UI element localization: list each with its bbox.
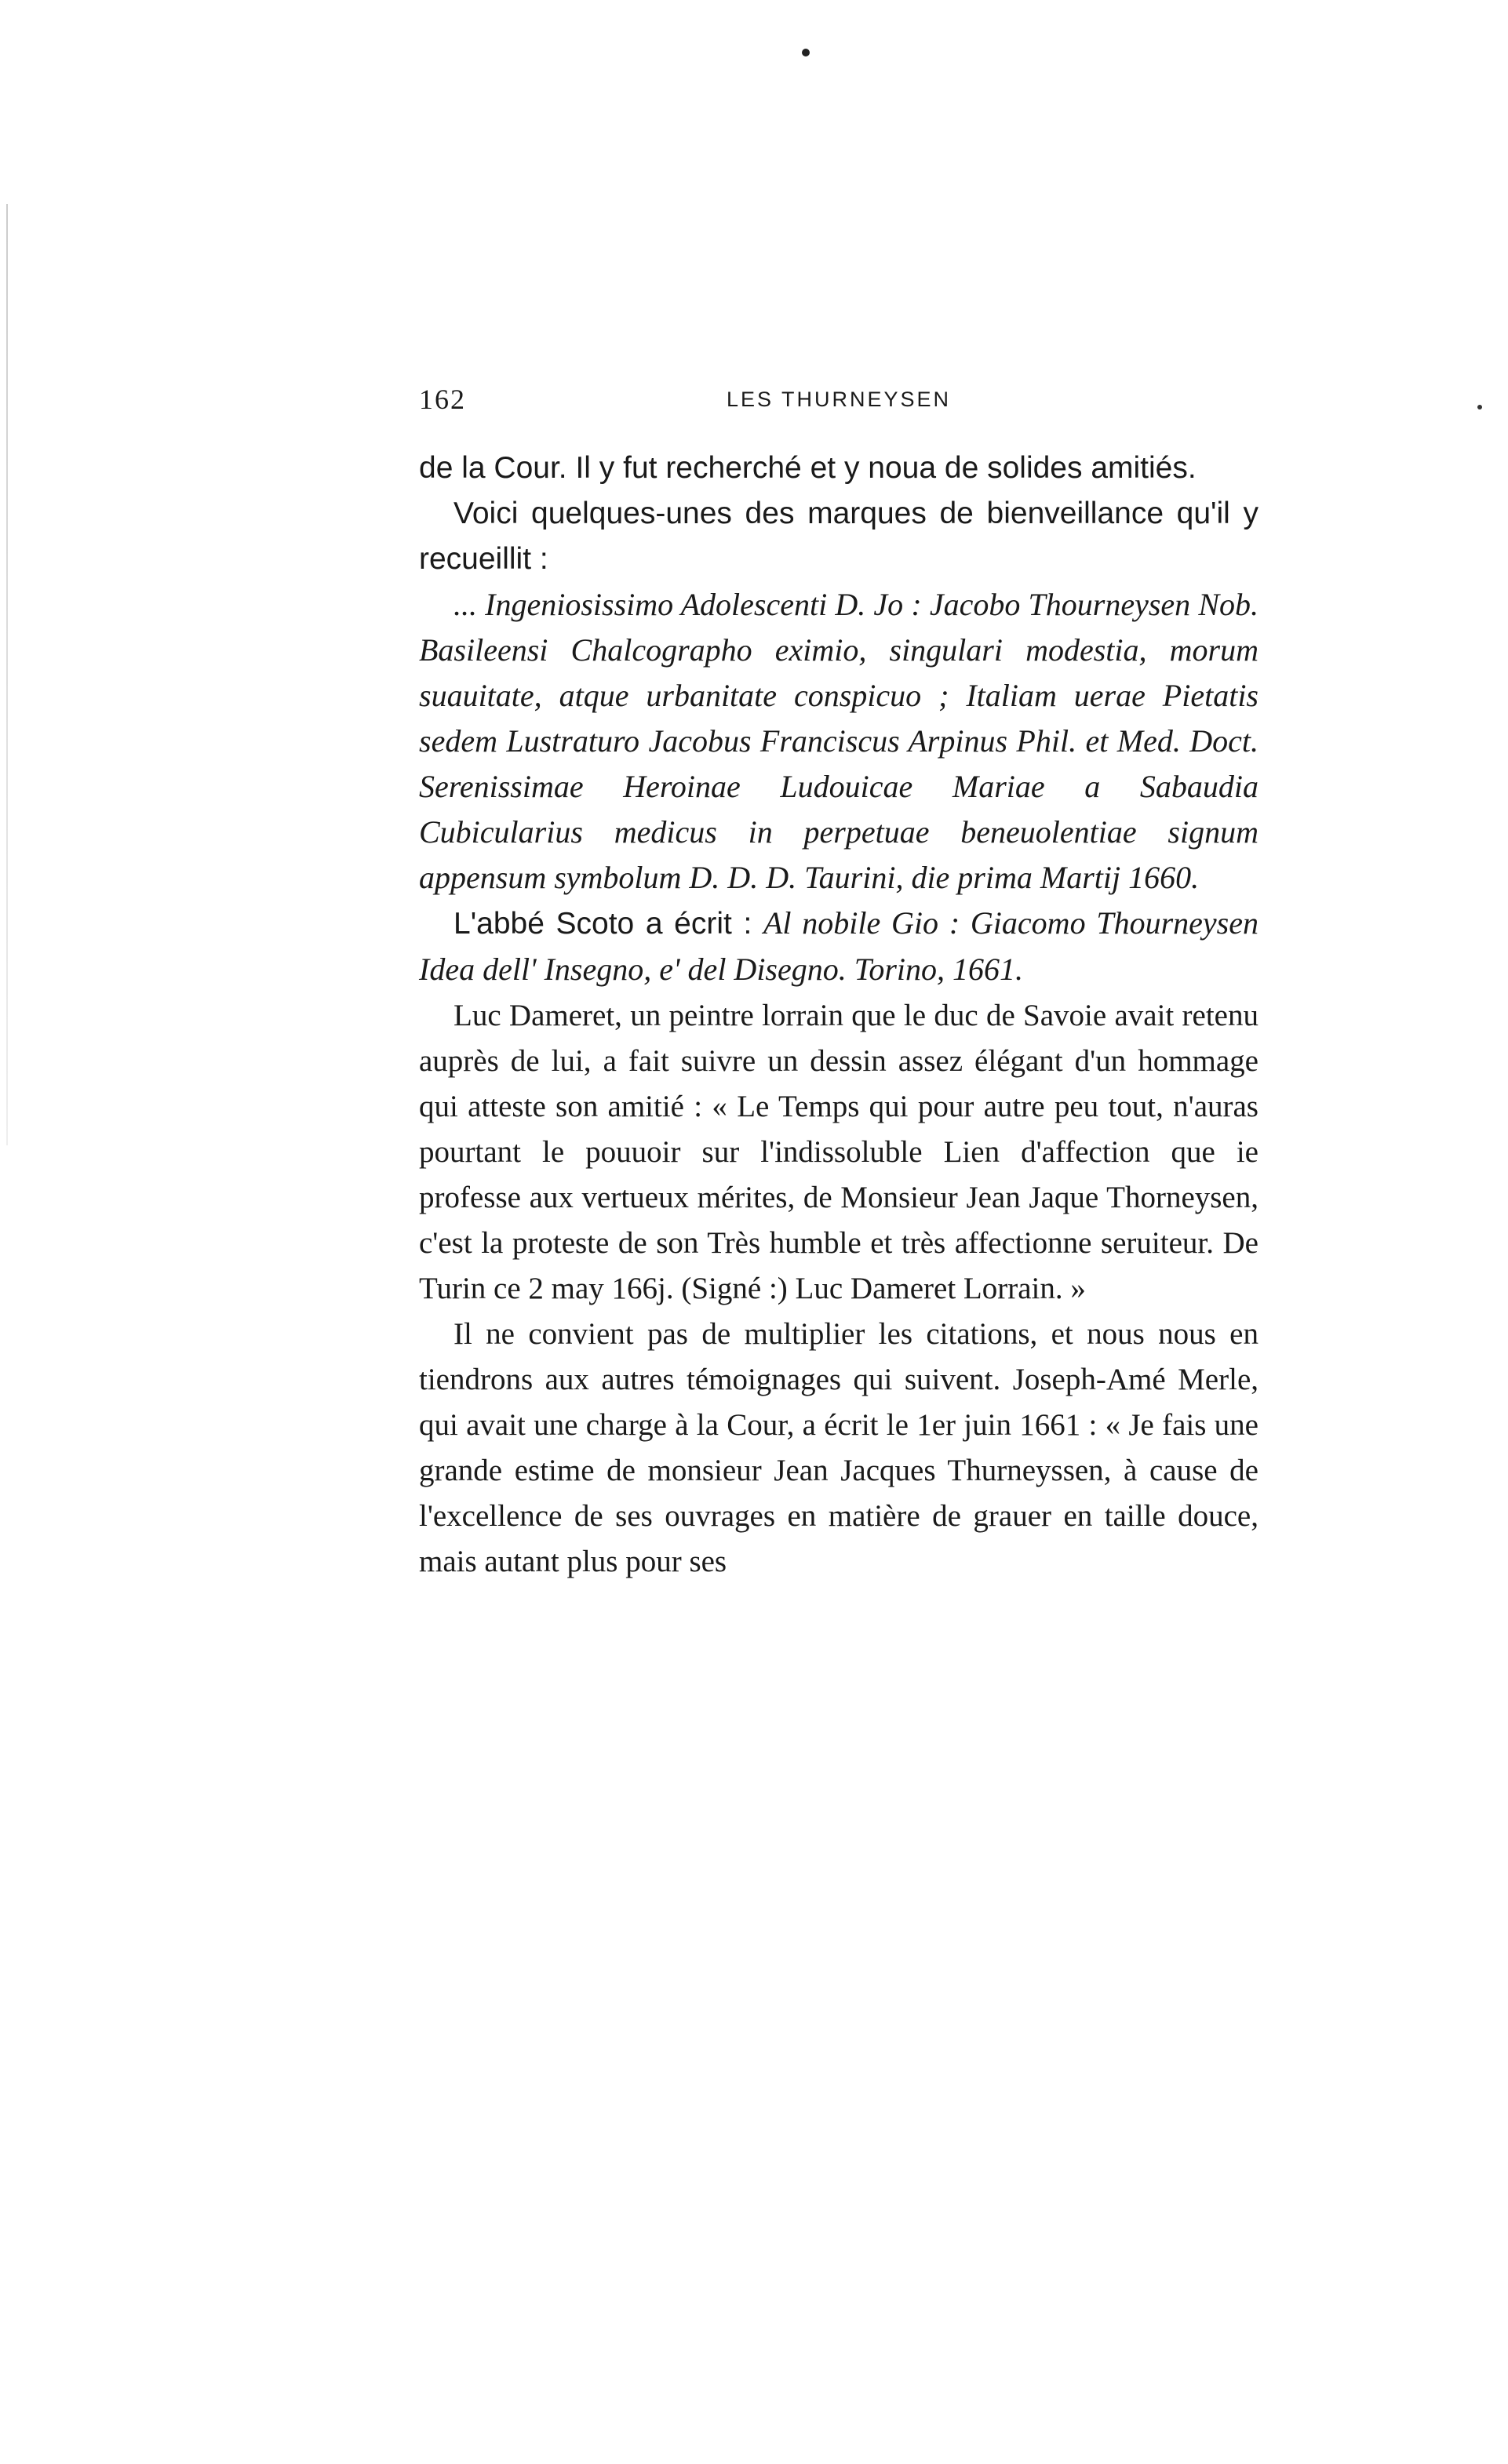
paragraph-merle: Il ne convient pas de multiplier les citations, et nous nous en tiendrons aux autres témoignages qui suivent. Joseph-Amé Merle, qui avait une charge à la Cour, a écrit le 1er juin 1661 : « Je fais une grande estime de monsieur Jean Jacques Thurneyssen, à cause de l'excellence de ses ouvrages en matière de grauer en taille douce, mais autant plus pour ses	[419, 1317, 1258, 1578]
paragraph-scoto	[419, 901, 1258, 993]
running-title: LES THURNEYSEN	[726, 388, 952, 411]
paragraph-continuation: de la Cour. Il y fut recherché et y noua de solides amitiés.	[419, 451, 1197, 485]
page-edge-shadow	[6, 204, 8, 1145]
scoto-lead: L'abbé Scoto a écrit :	[453, 907, 763, 941]
paragraph-intro: Voici quelques-unes des marques de bienveillance qu'il y recueillit :	[419, 497, 1258, 576]
page-number: 162	[419, 384, 466, 415]
scoto-italic-quote: Al nobile Gio : Giacomo Thourneysen Idea dell' Insegno, e' del Disegno. Torino, 1661.	[419, 905, 1258, 987]
latin-dedication: ... Ingeniosissimo Adolescenti D. Jo : Jacobo Thourneysen Nob. Basileensi Chalcographo eximio, singulari modestia, morum suauitate, atque urbanitate conspicuo ; Italiam uerae Pietatis sedem Lustraturo Jacobus Franciscus Arpinus Phil. et Med. Doct. Serenissimae Heroinae Ludouicae Mariae a Sabaudia Cubicularius medicus in perpetuae beneuolentiae signum appensum symbolum D. D. D. Taurini, die prima Martij 1660.	[419, 587, 1258, 895]
page-header	[419, 383, 1258, 422]
body-text	[419, 446, 1258, 1585]
ink-spot-small	[1477, 405, 1482, 409]
paragraph-dameret: Luc Dameret, un peintre lorrain que le duc de Savoie avait retenu auprès de lui, a fait suivre un dessin assez élégant d'un hommage qui atteste son amitié : « Le Temps qui pour autre peu tout, n'auras pourtant le pouuoir sur l'indissoluble Lien d'affection que ie professe aux vertueux mérites, de Monsieur Jean Jaque Thorneysen, c'est la proteste de son Très humble et très affectionne seruiteur. De Turin ce 2 may 166j. (Signé :) Luc Dameret Lorrain. »	[419, 999, 1258, 1305]
ink-spot	[802, 49, 810, 56]
